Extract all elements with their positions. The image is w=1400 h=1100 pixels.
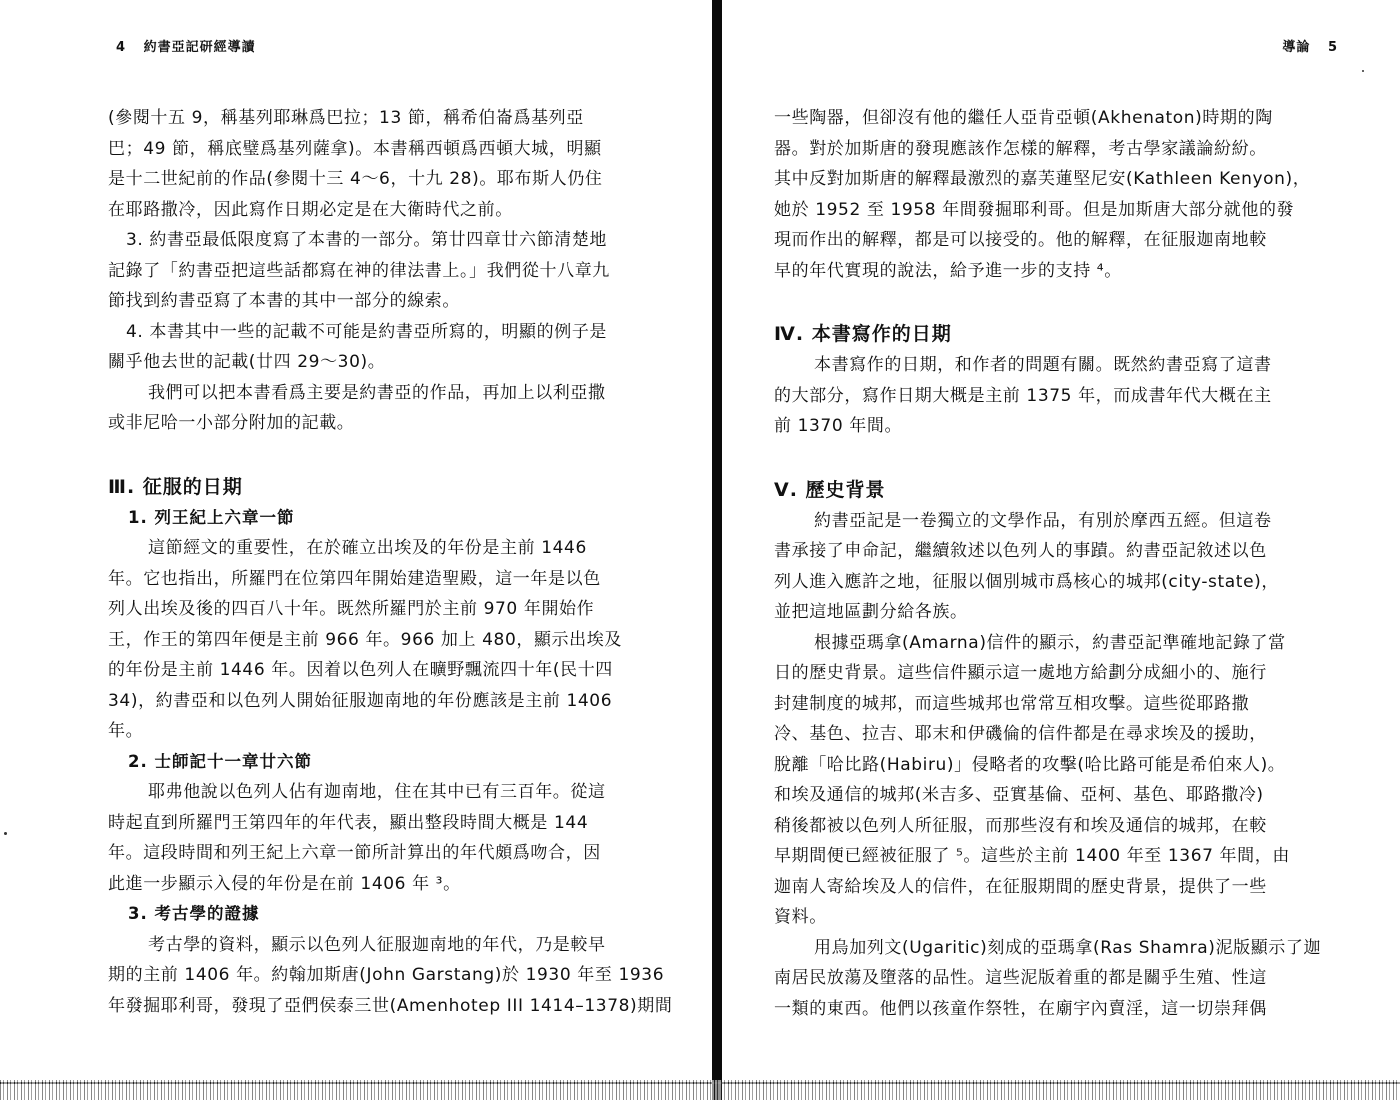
text-line: (參閱十五 9，稱基列耶琳爲巴拉；13 節，稱希伯崙爲基列亞 — [108, 108, 584, 128]
right-page-number: 5 — [1327, 40, 1338, 55]
text-line: 其中反對加斯唐的解釋最激烈的嘉芙蓮堅尼安(Kathleen Kenyon)， — [774, 169, 1311, 189]
text-line: 我們可以把本書看爲主要是約書亞的作品，再加上以利亞撒 — [148, 382, 606, 403]
text-line: 前 1370 年間。 — [774, 416, 903, 436]
left-running-head — [104, 36, 256, 55]
text-line: 節找到約書亞寫了本書的其中一部分的線索。 — [108, 291, 460, 311]
text-line: 考古學的資料，顯示以色列人征服迦南地的年代，乃是較早 — [148, 934, 606, 955]
text-line: 本書寫作的日期，和作者的問題有關。既然約書亞寫了這書 — [814, 355, 1272, 375]
text-line: 年。它也指出，所羅門在位第四年開始建造聖殿，這一年是以色 — [108, 568, 601, 589]
text-line: 34)，約書亞和以色列人開始征服迦南地的年份應該是主前 1406 — [108, 690, 613, 711]
text-line: 現而作出的解釋，都是可以接受的。他的解釋，在征服迦南地較 — [774, 230, 1267, 250]
text-line: 脫離「哈比路(Habiru)」侵略者的攻擊(哈比路可能是希伯來人)。 — [774, 754, 1286, 775]
text-line: 她於 1952 至 1958 年間發掘耶利哥。但是加斯唐大部分就他的發 — [774, 199, 1295, 220]
right-page — [722, 0, 1400, 1080]
text-line: 列人進入應許之地，征服以個別城市爲核心的城邦(city-state)， — [774, 571, 1279, 592]
text-line: 王，作王的第四年便是主前 966 年。966 加上 480，顯示出埃及 — [108, 629, 622, 650]
section-heading-iii: Ⅲ. 征服的日期 — [108, 475, 243, 498]
text-line: 用烏加列文(Ugaritic)刻成的亞瑪拿(Ras Shamra)泥版顯示了迦 — [814, 937, 1322, 958]
sub-heading-1: 1. 列王紀上六章一節 — [128, 507, 295, 527]
text-line: 早的年代實現的說法，給予進一步的支持 ⁴。 — [774, 260, 1122, 281]
book-gutter — [712, 0, 722, 1100]
text-line: 早期間便已經被征服了 ⁵。這些於主前 1400 年至 1367 年間，由 — [774, 846, 1290, 866]
left-page — [0, 0, 712, 1080]
text-line: 約書亞記是一卷獨立的文學作品，有別於摩西五經。但這卷 — [814, 510, 1272, 531]
text-line: 和埃及通信的城邦(米吉多、亞實基倫、亞柯、基色、耶路撒冷) — [774, 785, 1264, 805]
text-line: 是十二世紀前的作品(參閱十三 4～6，十九 28)。耶布斯人仍住 — [108, 169, 603, 189]
text-line: 的大部分，寫作日期大概是主前 1375 年，而成書年代大概在主 — [774, 385, 1272, 406]
text-line: 迦南人寄給埃及人的信件，在征服期間的歷史背景，提供了一些 — [774, 876, 1267, 897]
left-running-title: 約書亞記研經導讀 — [143, 40, 256, 55]
right-running-head — [1282, 36, 1350, 55]
right-body-text — [774, 103, 1346, 1024]
text-line: 這節經文的重要性，在於確立出埃及的年份是主前 1446 — [148, 538, 587, 558]
text-line: 的年份是主前 1446 年。因着以色列人在曠野飄流四十年(民十四 — [108, 660, 613, 680]
text-line: 年發掘耶利哥，發現了亞們侯泰三世(Amenhotep III 1414–1378)期間 — [108, 995, 673, 1016]
scan-speck — [1362, 70, 1364, 72]
text-line: 一些陶器，但卻沒有他的繼任人亞肯亞頓(Akhenaton)時期的陶 — [774, 108, 1273, 128]
text-line: 或非尼哈一小部分附加的記載。 — [108, 413, 355, 433]
text-line: 書承接了申命記，繼續敘述以色列人的事蹟。約書亞記敘述以色 — [774, 541, 1267, 561]
text-line: 根據亞瑪拿(Amarna)信件的顯示，約書亞記準確地記錄了當 — [814, 632, 1286, 653]
section-heading-iv: Ⅳ. 本書寫作的日期 — [774, 323, 952, 345]
text-line: 日的歷史背景。這些信件顯示這一處地方給劃分成細小的、施行 — [774, 663, 1267, 683]
text-line: 封建制度的城邦，而這些城邦也常常互相攻擊。這些從耶路撒 — [774, 693, 1250, 714]
text-line: 關乎他去世的記載(廿四 29～30)。 — [108, 352, 386, 372]
spacer — [108, 439, 674, 471]
right-running-title: 導論 — [1282, 40, 1311, 55]
spacer — [774, 442, 1346, 474]
text-line: 4. 本書其中一些的記載不可能是約書亞所寫的，明顯的例子是 — [126, 321, 608, 342]
text-line: 此進一步顯示入侵的年份是在前 1406 年 ³。 — [108, 873, 461, 894]
left-body-text — [108, 103, 674, 1021]
text-line: 南居民放蕩及墮落的品性。這些泥版着重的都是關乎生殖、性這 — [774, 968, 1267, 988]
scan-speck — [4, 832, 7, 835]
text-line: 器。對於加斯唐的發現應該作怎樣的解釋，考古學家議論紛紛。 — [774, 138, 1267, 159]
text-line: 一類的東西。他們以孩童作祭牲，在廟宇內賣淫，這一切崇拜偶 — [774, 998, 1267, 1019]
text-line: 稍後都被以色列人所征服，而那些沒有和埃及通信的城邦，在較 — [774, 815, 1267, 836]
text-line: 耶弗他說以色列人佔有迦南地，住在其中已有三百年。從這 — [148, 782, 606, 802]
scan-bottom-strip — [0, 1080, 1400, 1100]
text-line: 冷、基色、拉吉、耶末和伊磯倫的信件都是在尋求埃及的援助， — [774, 724, 1267, 744]
text-line: 年。 — [108, 721, 144, 741]
left-page-number: 4 — [116, 40, 127, 55]
text-line: 並把這地區劃分給各族。 — [774, 602, 968, 622]
text-line: 期的主前 1406 年。約翰加斯唐(John Garstang)於 1930 年至 1936 — [108, 965, 665, 985]
text-line: 資料。 — [774, 907, 827, 927]
text-line: 巴；49 節，稱底璧爲基列薩拿)。本書稱西頓爲西頓大城，明顯 — [108, 138, 602, 159]
sub-heading-3: 3. 考古學的證據 — [128, 904, 260, 923]
text-line: 在耶路撒冷，因此寫作日期必定是在大衛時代之前。 — [108, 199, 513, 220]
sub-heading-2: 2. 士師記十一章廿六節 — [128, 751, 312, 771]
text-line: 年。這段時間和列王紀上六章一節所計算出的年代頗爲吻合，因 — [108, 843, 601, 863]
section-heading-v: Ⅴ. 歷史背景 — [774, 478, 886, 501]
spacer — [774, 286, 1346, 318]
text-line: 時起直到所羅門王第四年的年代表，顯出整段時間大概是 144 — [108, 812, 589, 833]
text-line: 記錄了「約書亞把這些話都寫在神的律法書上。」我們從十八章九 — [108, 260, 610, 281]
text-line: 列人出埃及後的四百八十年。既然所羅門於主前 970 年開始作 — [108, 599, 595, 619]
text-line: 3. 約書亞最低限度寫了本書的一部分。第廿四章廿六節清楚地 — [126, 230, 608, 250]
